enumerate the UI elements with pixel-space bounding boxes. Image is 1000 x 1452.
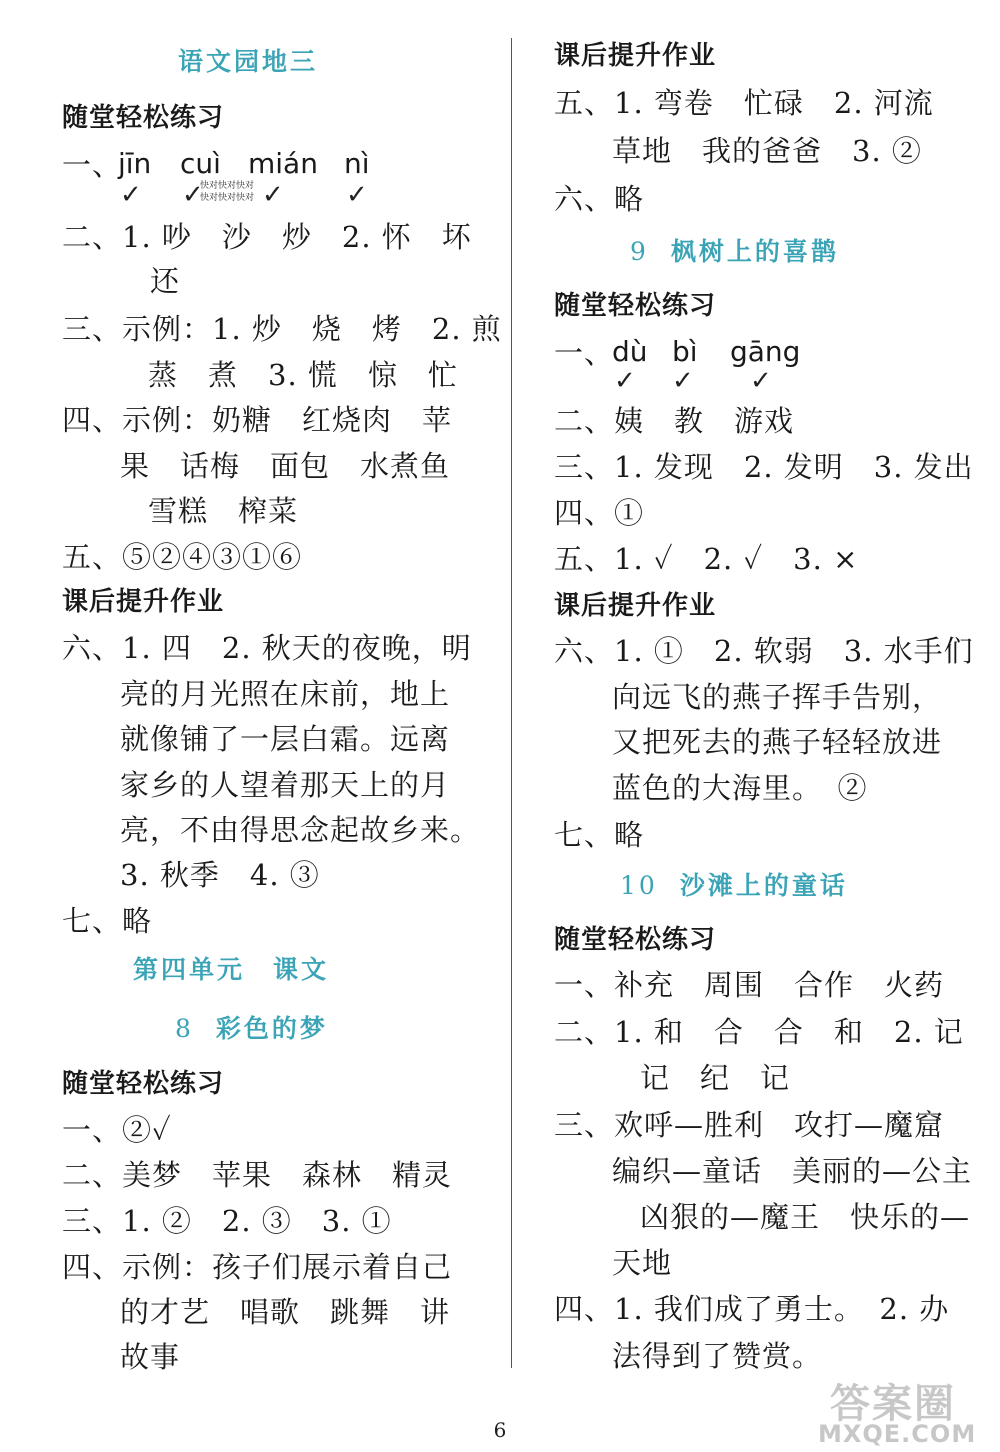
l8-q4-c: 故事 xyxy=(120,1340,181,1374)
l9-q6-d: 蓝色的大海里。 ② xyxy=(612,771,868,805)
check-mark: ✓ xyxy=(182,180,204,210)
lesson-8-title xyxy=(175,1013,328,1045)
l8-q2: 二、美梦 苹果 森林 精灵 xyxy=(62,1158,453,1192)
heading-practice: 随堂轻松练习 xyxy=(554,925,717,955)
heading-practice: 随堂轻松练习 xyxy=(62,103,225,133)
lesson-10-title xyxy=(620,870,848,902)
l9-q6-c: 又把死去的燕子轻轻放进 xyxy=(612,725,943,759)
watermark-logo xyxy=(818,1372,998,1450)
l10-q3-b: 编织—童话 美丽的—公主 xyxy=(612,1154,973,1188)
r-q5-line-a: 五、1. 弯卷 忙碌 2. 河流 xyxy=(554,86,934,120)
r-q6-line: 六、略 xyxy=(554,182,645,216)
check-mark: ✓ xyxy=(614,366,636,396)
l8-q3: 三、1. ② 2. ③ 3. ① xyxy=(62,1204,392,1238)
q6-line-b: 亮的月光照在床前，地上 xyxy=(120,677,451,711)
q2-line-a: 二、1. 吵 沙 炒 2. 怀 坏 xyxy=(62,220,472,254)
check-mark: ✓ xyxy=(120,180,142,210)
pinyin-3: gāng xyxy=(730,335,801,368)
l9-q6-a: 六、1. ① 2. 软弱 3. 水手们 xyxy=(554,634,974,668)
l8-q4-a: 四、示例：孩子们展示着自己 xyxy=(62,1250,453,1284)
r-q5-line-b: 草地 我的爸爸 3. ② xyxy=(612,134,922,168)
l10-q2-b: 记 纪 记 xyxy=(640,1061,791,1095)
pinyin-1: jīn xyxy=(118,147,152,180)
l9-q1-prefix: 一、 xyxy=(554,336,615,370)
l9-q6-b: 向远飞的燕子挥手告别， xyxy=(612,680,943,714)
q6-line-a: 六、1. 四 2. 秋天的夜晚，明 xyxy=(62,631,472,665)
column-divider xyxy=(511,38,512,1368)
check-mark: ✓ xyxy=(262,180,284,210)
stamp-line-1: 快对快对快对 xyxy=(200,181,255,191)
l9-q4: 四、① xyxy=(554,496,645,530)
lesson-10-name: 沙滩上的童话 xyxy=(679,871,848,900)
lesson-9-number: 9 xyxy=(630,237,649,266)
pinyin-2: cuì xyxy=(180,147,221,180)
l10-q3-d: 天地 xyxy=(612,1246,673,1280)
q1-prefix: 一、 xyxy=(62,148,123,182)
stamp-line-2: 快对快对快对 xyxy=(200,193,255,203)
lesson-8-number: 8 xyxy=(175,1014,194,1043)
pinyin-1: dù xyxy=(612,335,648,368)
check-mark: ✓ xyxy=(672,366,694,396)
q4-line-a: 四、示例：奶糖 红烧肉 苹 xyxy=(62,403,453,437)
l10-q4-a: 四、1. 我们成了勇士。 2. 办 xyxy=(554,1292,950,1326)
l10-q3-c: 凶狠的—魔王 快乐的— xyxy=(640,1200,971,1234)
q6-line-e: 亮，不由得思念起故乡来。 xyxy=(120,813,481,847)
lesson-9-title xyxy=(630,236,839,268)
q4-line-b: 果 话梅 面包 水煮鱼 xyxy=(120,449,451,483)
q6-line-c: 就像铺了一层白霜。远离 xyxy=(120,722,451,756)
pinyin-4: nì xyxy=(344,147,370,180)
l8-q1: 一、②✓ xyxy=(62,1113,172,1147)
check-mark: ✓ xyxy=(750,366,772,396)
heading-practice: 随堂轻松练习 xyxy=(62,1069,225,1099)
l10-q3-a: 三、欢呼—胜利 攻打—魔窟 xyxy=(554,1108,945,1142)
heading-homework: 课后提升作业 xyxy=(554,591,717,621)
l9-q3: 三、1. 发现 2. 发明 3. 发出 xyxy=(554,450,974,484)
lesson-10-number: 10 xyxy=(620,871,658,900)
l9-q5: 五、1. ✓ 2. ✓ 3. × xyxy=(554,542,859,576)
l9-q2: 二、姨 教 游戏 xyxy=(554,404,795,438)
q5-line: 五、⑤②④③①⑥ xyxy=(62,540,303,574)
lesson-9-name: 枫树上的喜鹊 xyxy=(670,237,839,266)
heading-homework: 课后提升作业 xyxy=(554,41,717,71)
l10-q1: 一、补充 周围 合作 火药 xyxy=(554,968,945,1002)
section-title-garden: 语文园地三 xyxy=(178,47,319,76)
lesson-8-name: 彩色的梦 xyxy=(215,1014,328,1043)
heading-homework: 课后提升作业 xyxy=(62,587,225,617)
l9-q7: 七、略 xyxy=(554,818,645,852)
l8-q4-b: 的才艺 唱歌 跳舞 讲 xyxy=(120,1295,451,1329)
pinyin-3: mián xyxy=(248,147,318,180)
watermark-top: 答案圈 xyxy=(830,1381,956,1427)
check-mark: ✓ xyxy=(346,180,368,210)
l10-q4-b: 法得到了赞赏。 xyxy=(612,1339,823,1373)
pinyin-2: bì xyxy=(672,335,698,368)
q2-line-b: 还 xyxy=(150,264,181,298)
l10-q2-a: 二、1. 和 合 合 和 2. 记 xyxy=(554,1015,964,1049)
unit-title: 第四单元 课文 xyxy=(133,955,330,984)
watermark-bottom: MXQE.COM xyxy=(818,1420,977,1448)
heading-practice: 随堂轻松练习 xyxy=(554,291,717,321)
q3-line-a: 三、示例：1. 炒 烧 烤 2. 煎 xyxy=(62,312,502,346)
q6-line-f: 3. 秋季 4. ③ xyxy=(120,858,320,892)
q3-line-b: 蒸 煮 3. 慌 惊 忙 xyxy=(148,358,458,392)
q6-line-d: 家乡的人望着那天上的月 xyxy=(120,768,451,802)
q7-line: 七、略 xyxy=(62,904,153,938)
page-number: 6 xyxy=(493,1418,507,1442)
q4-line-c: 雪糕 榨菜 xyxy=(148,494,299,528)
